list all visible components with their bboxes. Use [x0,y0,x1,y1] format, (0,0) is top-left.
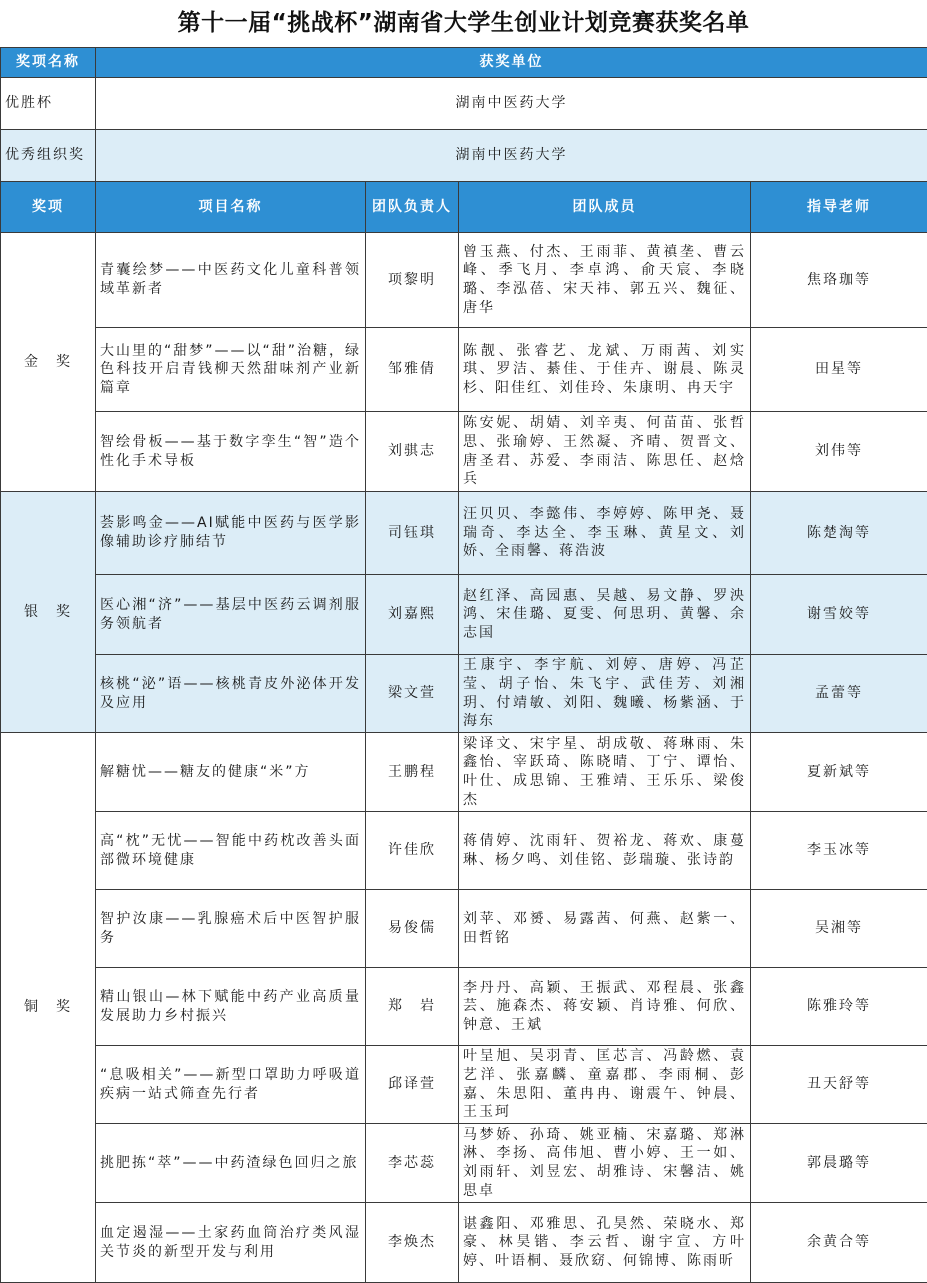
project-name: 荟影鸣金——AI赋能中医药与医学影像辅助诊疗肺结节 [100,515,361,550]
project-row [1,1124,927,1203]
team-leader: 李芯蕊 [388,1154,436,1171]
advisor-cell [751,233,927,328]
award-level: 金 奖 [24,353,72,370]
advisor: 焦珞珈等 [807,271,871,288]
project-name-cell [96,890,366,968]
project-name: 智护汝康——乳腺癌术后中医智护服务 [100,910,361,946]
project-name: “息吸相关”——新型口罩助力呼吸道疾病一站式筛查先行者 [100,1066,361,1102]
project-name: 解糖忧——糖友的健康“米”方 [100,763,311,780]
team-members-cell [459,412,751,492]
advisor: 田星等 [815,361,863,378]
project-row [1,733,927,812]
team-leader-cell [366,968,459,1046]
team-leader: 邱译萱 [388,1076,436,1093]
team-members: 王康宇、李宇航、刘婷、唐婷、冯芷莹、胡子怡、朱飞宇、武佳芳、刘湘玥、付靖敏、刘阳、魏曦、杨紫涵、于海东 [463,657,746,730]
advisor: 吴湘等 [815,920,863,937]
award-level-cell [1,233,96,492]
team-members-cell [459,1124,751,1203]
project-name-cell [96,1124,366,1203]
advisor-cell [751,412,927,492]
project-name: 血定遏湿——土家药血筒治疗类风湿关节炎的新型开发与利用 [100,1224,361,1260]
project-name-cell [96,1046,366,1124]
project-row [1,233,927,328]
team-leader: 王鹏程 [388,763,436,780]
advisor-cell [751,655,927,733]
advisor-cell [751,1203,927,1283]
team-members-cell [459,655,751,733]
award-level-cell [1,492,96,733]
team-leader-cell [366,1203,459,1283]
team-members: 曾玉燕、付杰、王雨菲、黄禛垄、曹云峰、季飞月、李卓鸿、俞天宸、李晓璐、李泓蓓、宋天祎、郭五兴、魏征、唐华 [463,243,746,316]
award-level-cell [1,733,96,1283]
team-members-cell [459,1203,751,1283]
advisor: 郭晨璐等 [807,1154,871,1171]
team-leader-cell [366,575,459,655]
team-leader: 李焕杰 [388,1234,436,1251]
advisor-cell [751,575,927,655]
award-level: 银 奖 [24,603,72,620]
project-row [1,1203,927,1283]
project-name: 医心湘“济”——基层中医药云调剂服务领航者 [100,596,361,632]
unit-table-header [1,48,927,78]
team-members-cell [459,492,751,575]
team-leader: 郑 岩 [388,998,436,1015]
team-members-cell [459,575,751,655]
project-name-cell [96,233,366,328]
advisor-cell [751,328,927,412]
team-members: 叶呈旭、吴羽青、匡芯言、冯龄燃、袁艺洋、张嘉麟、童嘉郡、李雨桐、彭嘉、朱思阳、董冉冉、谢震午、钟晨、王玉珂 [463,1048,746,1121]
project-name: 高“枕”无忧——智能中药枕改善头面部微环境健康 [100,832,361,868]
advisor: 谢雪姣等 [807,606,871,623]
unit-award-cell: 优胜杯 [1,78,96,130]
team-leader-cell [366,890,459,968]
team-leader-cell [366,233,459,328]
team-leader: 项黎明 [388,271,436,288]
project-name: 大山里的“甜梦”——以“甜”治糖，绿色科技开启青钱柳天然甜味剂产业新篇章 [100,342,361,396]
advisor: 陈雅玲等 [807,998,871,1015]
project-name-cell [96,328,366,412]
advisor-cell [751,733,927,812]
team-members-cell [459,890,751,968]
team-members: 赵红泽、高园惠、吴越、易文静、罗泱鸿、宋佳璐、夏雯、何思玥、黄馨、余志国 [463,587,746,641]
team-members: 蒋倩婷、沈雨轩、贺裕龙、蒋欢、康蔓琳、杨夕鸣、刘佳铭、彭瑞璇、张诗韵 [463,832,746,868]
team-leader-cell [366,328,459,412]
project-name: 智绘骨板——基于数字孪生“智”造个性化手术导板 [100,433,361,469]
advisor-cell [751,812,927,890]
project-row [1,812,927,890]
team-members: 刘苹、邓赟、易露茜、何燕、赵紫一、田哲铭 [463,910,746,946]
project-name-cell [96,733,366,812]
team-leader-cell [366,733,459,812]
project-row [1,328,927,412]
project-row [1,575,927,655]
unit-name-cell: 湖南中医药大学 [96,130,927,182]
awards-table [0,47,927,1283]
team-members-cell [459,812,751,890]
team-leader: 许佳欣 [388,842,436,859]
advisor-cell [751,890,927,968]
team-leader: 刘骐志 [388,443,436,460]
project-name-cell [96,968,366,1046]
advisor: 刘伟等 [815,443,863,460]
project-name: 核桃“泌”语——核桃青皮外泌体开发及应用 [100,675,361,711]
team-leader: 邹雅倩 [388,361,436,378]
team-members: 李丹丹、高颖、王振武、邓程晨、张鑫芸、施森杰、蒋安颖、肖诗雅、何欣、钟意、王斌 [463,979,746,1033]
project-row [1,492,927,575]
project-row [1,890,927,968]
team-leader-cell [366,412,459,492]
team-members-cell [459,233,751,328]
team-members: 陈靓、张睿艺、龙斌、万雨茜、刘实琪、罗洁、綦佳、于佳卉、谢晨、陈灵杉、阳佳红、刘佳玲、朱康明、冉天宇 [463,342,746,396]
team-leader-cell [366,812,459,890]
award-level: 铜 奖 [24,999,72,1016]
unit-table [1,48,927,233]
project-name: 青囊绘梦——中医药文化儿童科普领域革新者 [100,262,361,297]
unit-row [1,78,927,130]
advisor-cell [751,492,927,575]
unit-award-cell: 优秀组织奖 [1,130,96,182]
team-members: 汪贝贝、李懿伟、李婷婷、陈甲尧、聂瑞奇、李达全、李玉琳、黄星文、刘娇、全雨馨、蒋浩波 [463,506,746,560]
advisor-header: 指导老师 [751,182,927,233]
team-leader: 刘嘉熙 [388,606,436,623]
project-row [1,968,927,1046]
project-name-header: 项目名称 [96,182,366,233]
team-leader-cell [366,1124,459,1203]
award-name-header: 奖项名称 [1,48,96,78]
unit-name-cell: 湖南中医药大学 [96,78,927,130]
team-members-cell [459,1046,751,1124]
project-rows [1,233,927,1283]
team-members: 谌鑫阳、邓雅思、孔昊然、荣晓水、郑豪、林昊锴、李云哲、谢宇宣、方叶婷、叶语桐、聂欣窈、何锦博、陈雨昕 [463,1215,746,1269]
team-members-cell [459,328,751,412]
team-members: 马梦娇、孙琦、姚亚楠、宋嘉璐、郑淋淋、李扬、高伟旭、曹小婷、王一如、刘雨轩、刘昱宏、胡雅诗、宋馨洁、姚思卓 [463,1126,746,1199]
winner-unit-header: 获奖单位 [96,48,927,78]
advisor-cell [751,968,927,1046]
project-name-cell [96,1203,366,1283]
team-members-cell [459,968,751,1046]
project-name-cell [96,655,366,733]
team-members: 梁译文、宋宇星、胡成敬、蒋琳雨、朱鑫怡、宰跃琦、陈晓晴、丁宁、谭怡、叶仕、成思锦、王雅靖、王乐乐、梁俊杰 [463,735,746,808]
team-leader: 易俊儒 [388,920,436,937]
project-table-header [1,182,927,233]
team-members-header: 团队成员 [459,182,751,233]
advisor: 陈楚淘等 [807,524,871,541]
advisor: 丑天舒等 [807,1076,871,1093]
advisor: 夏新斌等 [807,763,871,780]
team-leader-cell [366,492,459,575]
advisor: 李玉冰等 [807,842,871,859]
project-name-cell [96,575,366,655]
project-name: 挑肥拣“萃”——中药渣绿色回归之旅 [100,1154,359,1171]
advisor-cell [751,1124,927,1203]
advisor: 余黄合等 [807,1234,871,1251]
team-leader-cell [366,1046,459,1124]
project-row [1,655,927,733]
award-header: 奖项 [1,182,96,233]
team-leader-cell [366,655,459,733]
project-row [1,1046,927,1124]
project-name-cell [96,412,366,492]
team-members-cell [459,733,751,812]
document-title: 第十一届“挑战杯”湖南省大学生创业计划竞赛获奖名单 [177,10,750,36]
team-leader-header: 团队负责人 [366,182,459,233]
unit-row [1,130,927,182]
advisor-cell [751,1046,927,1124]
project-row [1,412,927,492]
team-leader: 梁文萱 [388,685,436,702]
project-name: 精山银山—林下赋能中药产业高质量发展助力乡村振兴 [100,988,361,1024]
project-name-cell [96,492,366,575]
team-leader: 司钰琪 [388,524,436,541]
team-members: 陈安妮、胡婧、刘辛夷、何苗苗、张哲思、张瑜婷、王然凝、齐晴、贺晋文、唐圣君、苏爱、李雨洁、陈思任、赵焓兵 [463,415,746,488]
project-name-cell [96,812,366,890]
advisor: 孟蕾等 [815,685,863,702]
